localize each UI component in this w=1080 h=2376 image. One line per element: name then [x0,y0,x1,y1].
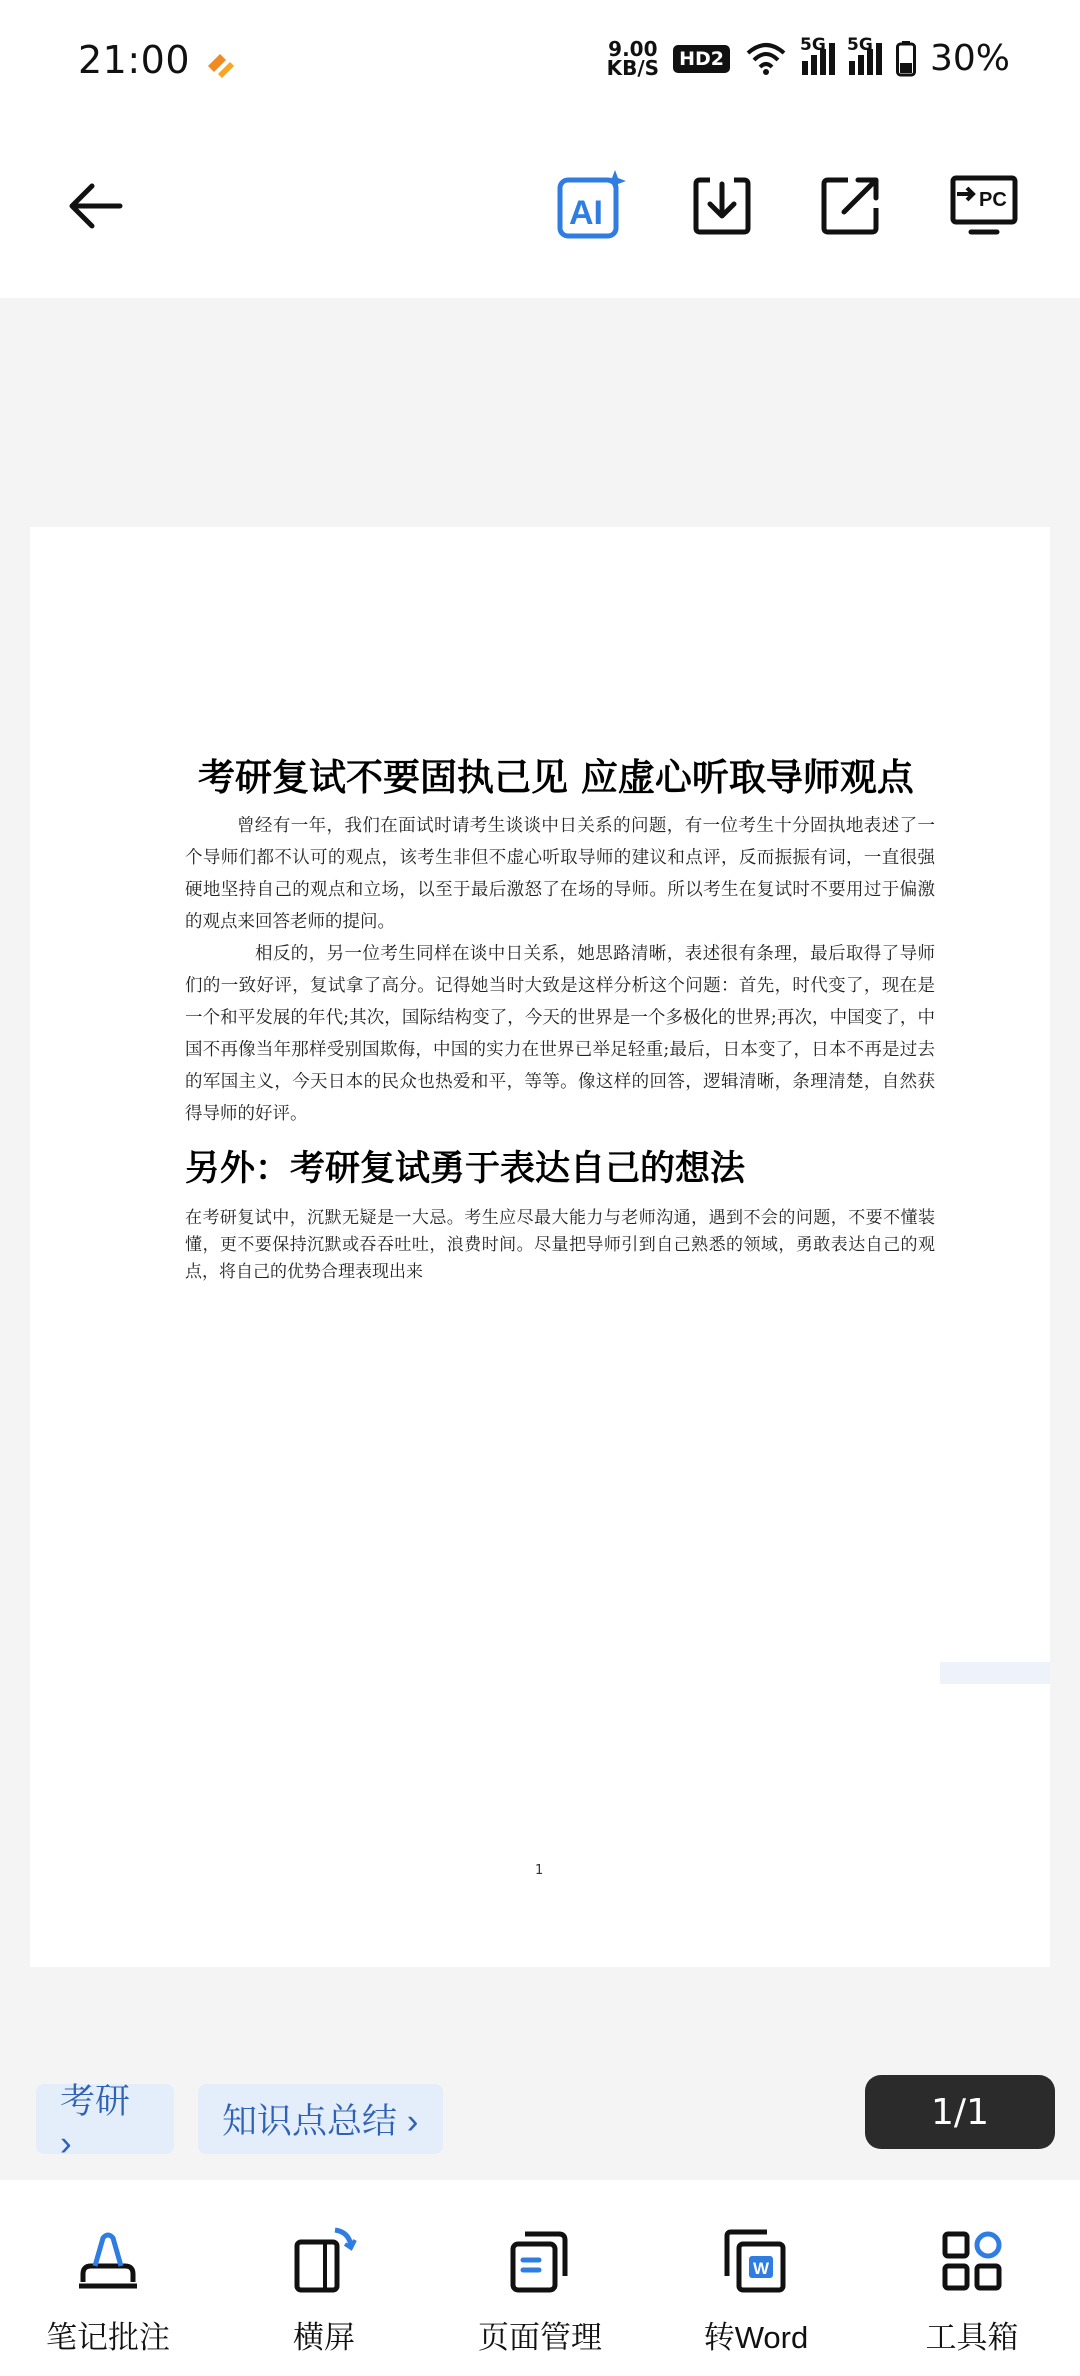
net-speed-value: 9.00 [608,36,658,61]
share-icon [818,174,882,238]
toolbox-icon [937,2226,1007,2296]
annotate-pen-icon [73,2226,143,2296]
signal-icon-1 [799,34,835,75]
net-speed-unit: KB/S [606,55,660,80]
annotate-button[interactable] [0,2180,216,2376]
page-scroll-marker [940,1662,1050,1684]
battery-icon [896,41,916,77]
ai-icon [555,170,627,242]
svg-text:W: W [753,2259,770,2278]
net-speed [606,36,660,80]
hd-badge: HD2 [673,45,730,73]
document-paragraph-1: 曾经有一年，我们在面试时请考生谈谈中日关系的问题，有一位考生十分固执地表述了一个导师们都不认可的观点，该考生非但不虚心听取导师的建议和点评，反而振振有词，一直很强硬地坚持自己的观点和立场，以至于最后激怒了在场的导师。所以考生在复试时不要用过于偏激的观点来回答老师的提问。 [185,816,935,932]
wifi-icon [744,41,788,77]
send-to-pc-button[interactable] [944,166,1024,246]
landscape-label: 横屏 [293,2320,355,2355]
tag-kaoyan[interactable]: 考研 › [36,2084,174,2154]
document-paragraph-3: 在考研复试中，沉默无疑是一大忌。考生应尽最大能力与老师沟通，遇到不会的问题，不要不懂装懂，更不要保持沉默或吞吞吐吐，浪费时间。尽量把导师引到自己熟悉的领域，勇敢表达自己的观点，将自己的优势合理表现出来 [185,1208,935,1282]
top-toolbar [0,130,1080,298]
toolbox-label: 工具箱 [925,2320,1019,2355]
app-notification-icon [200,44,240,84]
send-to-pc-icon [949,174,1019,238]
document-page[interactable] [30,527,1050,1967]
document-paragraph-2: 相反的，另一位考生同样在谈中日关系，她思路清晰，表述很有条理，最后取得了导师们的一致好评，复试拿了高分。记得她当时大致是这样分析这个问题：首先，时代变了，现在是一个和平发展的年代;其次，国际结构变了，今天的世界是一个多极化的世界;再次，中国变了，中国不再像当年那样受别国欺侮，中国的实力在世界已举足轻重;最后，日本变了，日本不再是过去的军国主义，今天日本的民众也热爱和平，等等。像这样的回答，逻辑清晰，条理清楚，自然获得导师的好评。 [185,944,935,1124]
status-time: 21:00 [78,38,191,82]
svg-text:AI: AI [569,194,603,232]
back-button[interactable] [56,166,136,246]
ai-button[interactable] [551,166,631,246]
landscape-button[interactable] [216,2180,432,2376]
page-manage-label: 页面管理 [478,2320,602,2355]
page-indicator[interactable]: 1/1 [865,2075,1055,2149]
signal-label-2: 5G [846,34,873,55]
signal-icon-2 [846,34,882,75]
arrow-left-icon [64,174,128,238]
document-title: 考研复试不要固执己见 应虚心听取导师观点 [198,755,914,799]
signal-label-1: 5G [799,34,826,55]
convert-word-icon [721,2226,791,2296]
bottom-toolbar [0,2180,1080,2376]
svg-text:PC: PC [979,189,1007,211]
rotate-landscape-icon [289,2226,359,2296]
convert-word-button[interactable] [648,2180,864,2376]
status-icons [606,34,1010,80]
page-manage-icon [505,2226,575,2296]
convert-word-label: 转Word [703,2320,809,2355]
document-heading-2: 另外：考研复试勇于表达自己的想法 [185,1148,746,1189]
status-bar [0,0,1080,130]
annotate-label: 笔记批注 [46,2320,170,2355]
download-icon [690,174,754,238]
toolbox-button[interactable] [864,2180,1080,2376]
share-button[interactable] [810,166,890,246]
battery-percent: 30% [929,38,1010,79]
tag-knowledge-summary[interactable]: 知识点总结 › [198,2084,443,2154]
page-number: 1 [535,1863,544,1878]
page-manage-button[interactable] [432,2180,648,2376]
download-button[interactable] [682,166,762,246]
